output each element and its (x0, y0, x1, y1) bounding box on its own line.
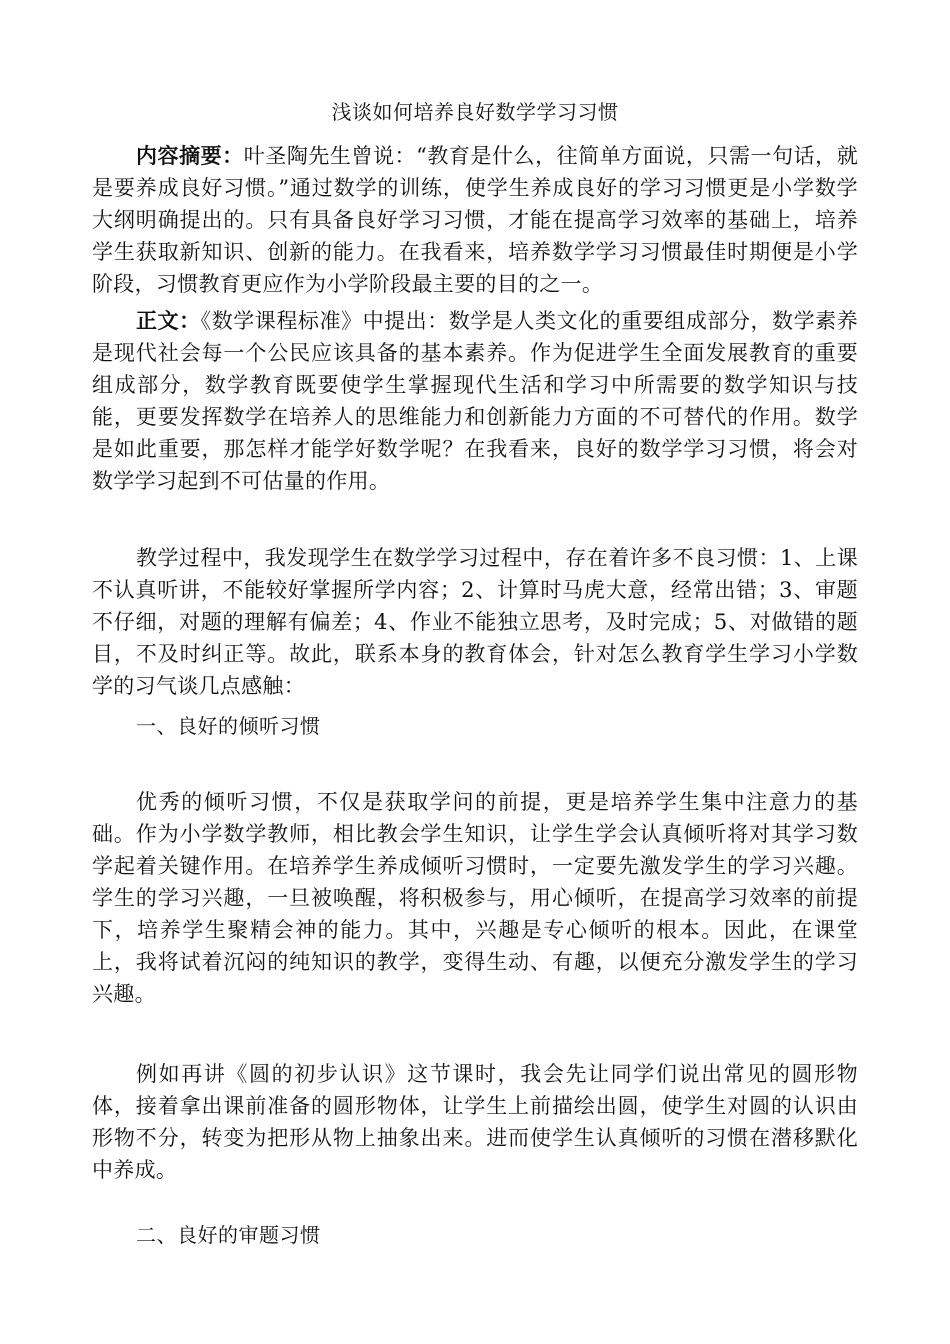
abstract-label: 内容摘要： (136, 144, 244, 168)
listening-paragraph: 优秀的倾听习惯，不仅是获取学问的前提，更是培养学生集中注意力的基础。作为小学数学教师，相比教会学生知识，让学生学会认真倾听将对其学习数学起着关键作用。在培养学生养成倾听习惯时，一定要先激发学生的学习兴趣。学生的学习兴趣，一旦被唤醒，将积极参与，用心倾听，在提高学习效率的前提下，培养学生聚精会神的能力。其中，兴趣是专心倾听的根本。因此，在课堂上，我将试着沉闷的纯知识的教学，变得生动、有趣，以便充分激发学生的学习兴趣。 (92, 790, 858, 1006)
section-heading-listening: 一、良好的倾听习惯 (136, 714, 321, 738)
abstract-paragraph (92, 140, 858, 300)
body-label: 正文： (136, 309, 201, 333)
document-title: 浅谈如何培养良好数学学习习惯 (331, 100, 619, 124)
section-heading-reading-questions: 二、良好的审题习惯 (136, 1223, 321, 1247)
circle-example-paragraph: 例如再讲《圆的初步认识》这节课时，我会先让同学们说出常见的圆形物体，接着拿出课前准备的圆形物体，让学生上前描绘出圆，使学生对圆的认识由形物不分，转变为把形从物上抽象出来。进而使学生认真倾听的习惯在潜移默化中养成。 (92, 1062, 858, 1182)
bad-habits-paragraph: 教学过程中，我发现学生在数学学习过程中，存在着许多不良习惯：1、上课不认真听讲，不能较好掌握所学内容；2、计算时马虎大意，经常出错；3、审题不仔细，对题的理解有偏差；4、作业不能独立思考，及时完成；5、对做错的题目，不及时纠正等。故此，联系本身的教育体会，针对怎么教育学生学习小学数学的习气谈几点感触： (92, 546, 858, 698)
body-intro-paragraph (92, 305, 858, 497)
abstract-text: 叶圣陶先生曾说：“教育是什么，往简单方面说，只需一句话，就是要养成良好习惯。”通过数学的训练，使学生养成良好的学习习惯更是小学数学大纲明确提出的。只有具备良好学习习惯，才能在提高学习效率的基础上，培养学生获取新知识、创新的能力。在我看来，培养数学学习习惯最佳时期便是小学阶段，习惯教育更应作为小学阶段最主要的目的之一。 (92, 144, 859, 296)
body-intro-text: 《数学课程标准》中提出：数学是人类文化的重要组成部分，数学素养是现代社会每一个公民应该具备的基本素养。作为促进学生全面发展教育的重要组成部分，数学教育既要使学生掌握现代生活和学习中所需要的数学知识与技能，更要发挥数学在培养人的思维能力和创新能力方面的不可替代的作用。数学是如此重要，那怎样才能学好数学呢？在我看来，良好的数学学习习惯，将会对数学学习起到不可估量的作用。 (92, 309, 858, 493)
